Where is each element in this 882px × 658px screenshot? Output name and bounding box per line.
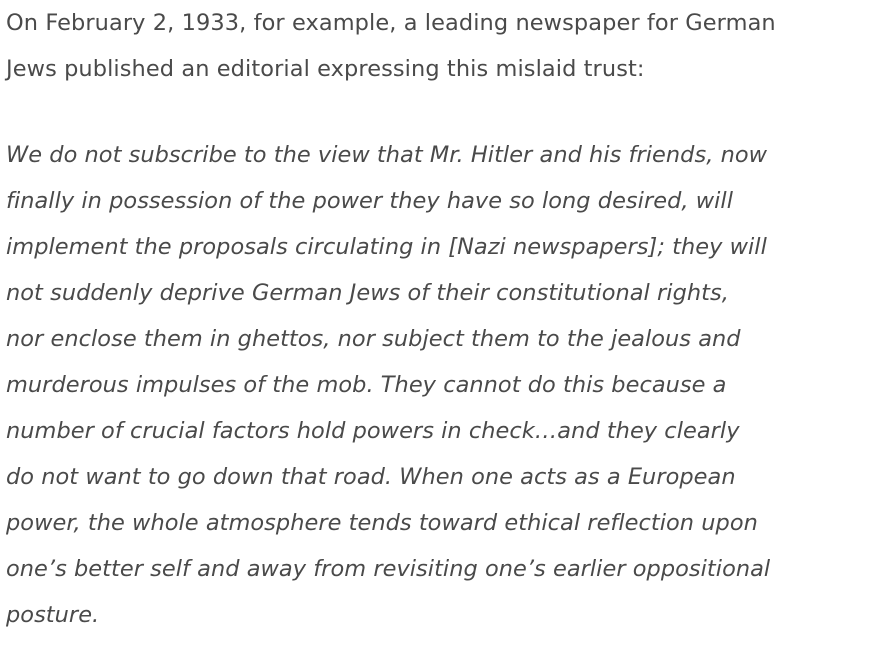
quote-line: We do not subscribe to the view that Mr. Hitler and his friends, now (6, 142, 768, 168)
quote-line: murderous impulses of the mob. They cannot do this because a (6, 372, 727, 398)
quote-line: number of crucial factors hold powers in check…and they clearly (6, 418, 740, 444)
intro-paragraph (6, 0, 878, 92)
article-body (6, 0, 878, 638)
quote-line: do not want to go down that road. When one acts as a European (6, 464, 736, 490)
quote-line: power, the whole atmosphere tends toward ethical reflection upon (6, 510, 758, 536)
quote-line: posture. (6, 602, 100, 628)
editorial-quote (6, 132, 878, 638)
intro-line: On February 2, 1933, for example, a leading newspaper for German (6, 10, 776, 36)
quote-line: one’s better self and away from revisiting one’s earlier oppositional (6, 556, 771, 582)
quote-line: implement the proposals circulating in [Nazi newspapers]; they will (6, 234, 767, 260)
quote-line: not suddenly deprive German Jews of their constitutional rights, (6, 280, 729, 306)
quote-line: nor enclose them in ghettos, nor subject them to the jealous and (6, 326, 741, 352)
quote-line: finally in possession of the power they have so long desired, will (6, 188, 733, 214)
intro-line: Jews published an editorial expressing this mislaid trust: (6, 56, 645, 82)
